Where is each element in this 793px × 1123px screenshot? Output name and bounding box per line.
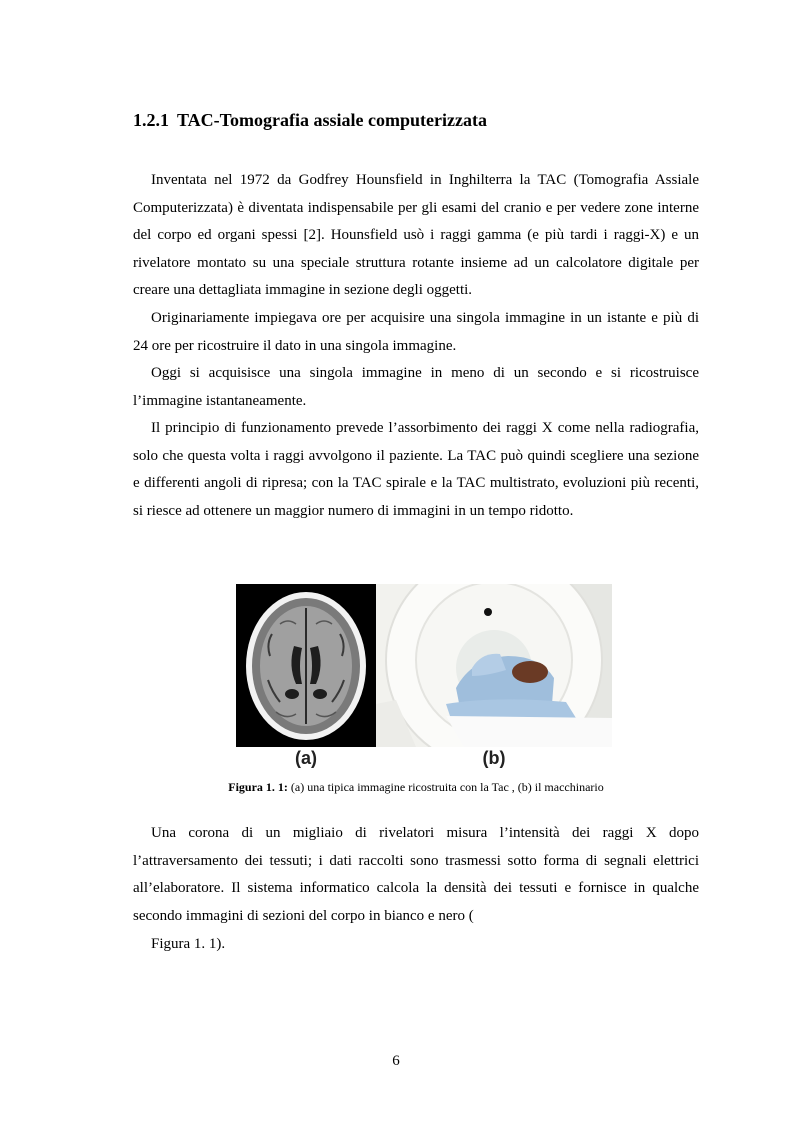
section-heading [133,108,487,132]
page-number: 6 [392,1053,400,1069]
figure-label-a: (a) [295,748,317,768]
figure [236,584,612,770]
ct-brain-scan-image [236,584,376,747]
paragraph: Il principio di funzionamento prevede l’assorbimento dei raggi X come nella radiografia, solo che questa volta i raggi avvolgono il paziente. La TAC può quindi scegliere una sezione e differenti angoli di ripresa; con la TAC spirale e la TAC multistrato, evoluzioni più recenti, si riesce ad ottenere un maggior numero di immagini in un tempo ridotto. [133,420,699,519]
section-title: TAC-Tomografia assiale computerizzata [177,110,487,130]
paragraph: Inventata nel 1972 da Godfrey Hounsfield in Inghilterra la TAC (Tomografia Assiale Computerizzata) è diventata indispensabile per gli esami del cranio e per vedere zone interne del corpo ed organi spessi [2]. Hounsfield usò i raggi gamma (e più tardi i raggi-X) e un rivelatore montato su una speciale struttura rotante insieme ad un calcolatore digitale per creare una dettagliata immagine in sezione degli oggetti. [133,172,699,299]
section-number: 1.2.1 [133,110,169,130]
paragraph: Una corona di un migliaio di rivelatori misura l’intensità dei raggi X dopo l’attraversamento dei tessuti; i dati raccolti sono trasmessi sotto forma di segnali elettrici all’elaboratore. Il sistema informatico calcola la densità dei tessuti e fornisce in qualche secondo immagini di sezioni del corpo in bianco e nero ( [133,825,699,924]
figure-caption-text: (a) una tipica immagine ricostruita con la Tac , (b) il macchinario [287,780,604,794]
paragraph: Figura 1. 1). [151,936,226,952]
ct-scanner-photo [376,584,612,747]
figure-label-b: (b) [482,748,506,768]
paragraph: Oggi si acquisisce una singola immagine in meno di un secondo e si ricostruisce l’immagine istantaneamente. [133,365,699,409]
figure-caption-label: Figura 1. 1: [228,780,288,794]
figure-caption [133,779,699,795]
paragraph: Originariamente impiegava ore per acquisire una singola immagine in un istante e più di 24 ore per ricostruire il dato in una singola immagine. [133,310,699,354]
